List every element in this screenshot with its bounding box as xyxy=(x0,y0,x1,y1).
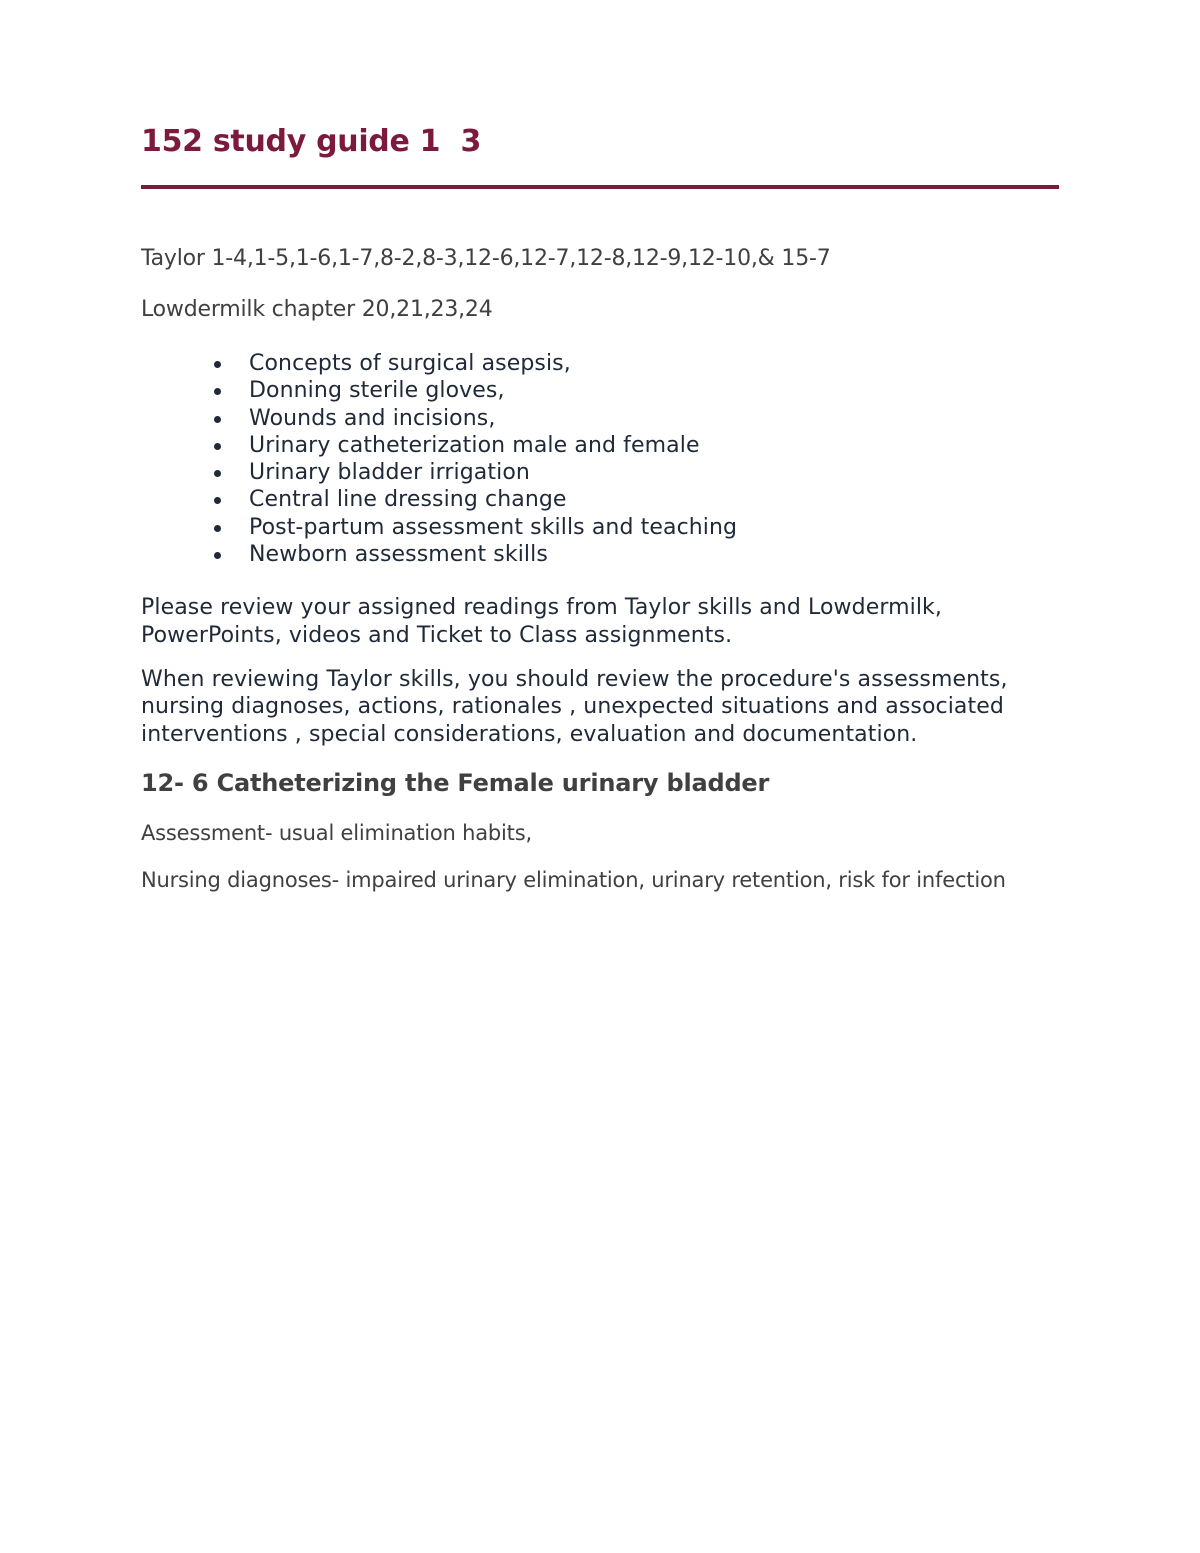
list-item-text: Wounds and incisions, xyxy=(249,405,496,431)
title-divider xyxy=(141,185,1059,189)
review-instructions-paragraph: Please review your assigned readings from Taylor skills and Lowdermilk, PowerPoints, videos and Ticket to Class assignments. xyxy=(141,595,942,649)
taylor-skills-paragraph: When reviewing Taylor skills, you should review the procedure's assessments, nursing diagnoses, actions, rationales , unexpected situations and associated interventions , special considerations, evaluation and documentation. xyxy=(141,666,1008,748)
lowdermilk-references: Lowdermilk chapter 20,21,23,24 xyxy=(141,297,493,322)
bullet-icon xyxy=(214,388,221,395)
list-item-text: Newborn assessment skills xyxy=(249,542,548,568)
section-heading: 12- 6 Catheterizing the Female urinary bladder xyxy=(141,768,770,797)
bullet-icon xyxy=(214,552,221,559)
list-item xyxy=(141,377,1059,404)
bullet-icon xyxy=(214,361,221,368)
bullet-icon xyxy=(214,416,221,423)
list-item-text: Urinary catheterization male and female xyxy=(249,432,700,458)
list-item-text: Central line dressing change xyxy=(249,487,567,513)
list-item-text: Concepts of surgical asepsis, xyxy=(249,351,571,376)
bullet-icon xyxy=(214,525,221,532)
list-item xyxy=(141,541,1059,568)
list-item xyxy=(141,432,1059,459)
list-item-text: Donning sterile gloves, xyxy=(249,378,505,404)
taylor-references: Taylor 1-4,1-5,1-6,1-7,8-2,8-3,12-6,12-7,12-8,12-9,12-10,& 15-7 xyxy=(141,246,831,271)
list-item-text: Post-partum assessment skills and teaching xyxy=(249,514,738,540)
nursing-diagnoses-note: Nursing diagnoses- impaired urinary elimination, urinary retention, risk for infection xyxy=(141,867,1006,892)
list-item xyxy=(141,514,1059,541)
assessment-note: Assessment- usual elimination habits, xyxy=(141,820,532,845)
document-content xyxy=(141,122,1059,898)
bullet-icon xyxy=(214,497,221,504)
topic-list xyxy=(141,350,1059,568)
bullet-icon xyxy=(214,443,221,450)
list-item xyxy=(141,405,1059,432)
list-item xyxy=(141,350,1059,377)
list-item-text: Urinary bladder irrigation xyxy=(249,460,530,486)
list-item xyxy=(141,486,1059,513)
bullet-icon xyxy=(214,470,221,477)
list-item xyxy=(141,459,1059,486)
page-title: 152 study guide 1 3 xyxy=(141,124,482,159)
